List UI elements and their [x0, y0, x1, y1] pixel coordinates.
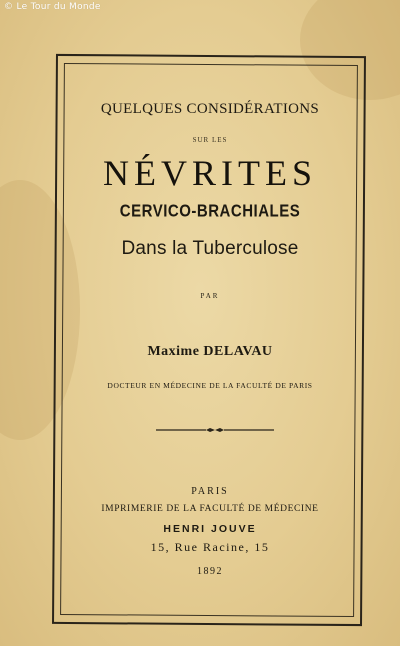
imprint-address: 15, Rue Racine, 15 — [150, 540, 270, 554]
author-credential: DOCTEUR EN MÉDECINE DE LA FACULTÉ DE PARIS — [107, 381, 313, 390]
subtitle-script: Dans la Tuberculose — [121, 238, 299, 259]
title-line-2: SUR LES — [192, 136, 228, 144]
author-name: Maxime DELAVAU — [147, 344, 273, 359]
subtitle: CERVICO-BRACHIALES — [119, 201, 301, 222]
ornament-divider — [156, 428, 274, 432]
imprint-printer: HENRI JOUVE — [163, 523, 257, 535]
imprint-publisher: IMPRIMERIE DE LA FACULTÉ DE MÉDECINE — [101, 504, 319, 514]
main-title: NÉVRITES — [103, 153, 317, 193]
byline: PAR — [200, 292, 220, 300]
title-line-1: QUELQUES CONSIDÉRATIONS — [100, 101, 320, 117]
imprint-city: PARIS — [191, 486, 229, 497]
imprint-year: 1892 — [197, 566, 223, 577]
watermark: © Le Tour du Monde — [4, 2, 101, 12]
